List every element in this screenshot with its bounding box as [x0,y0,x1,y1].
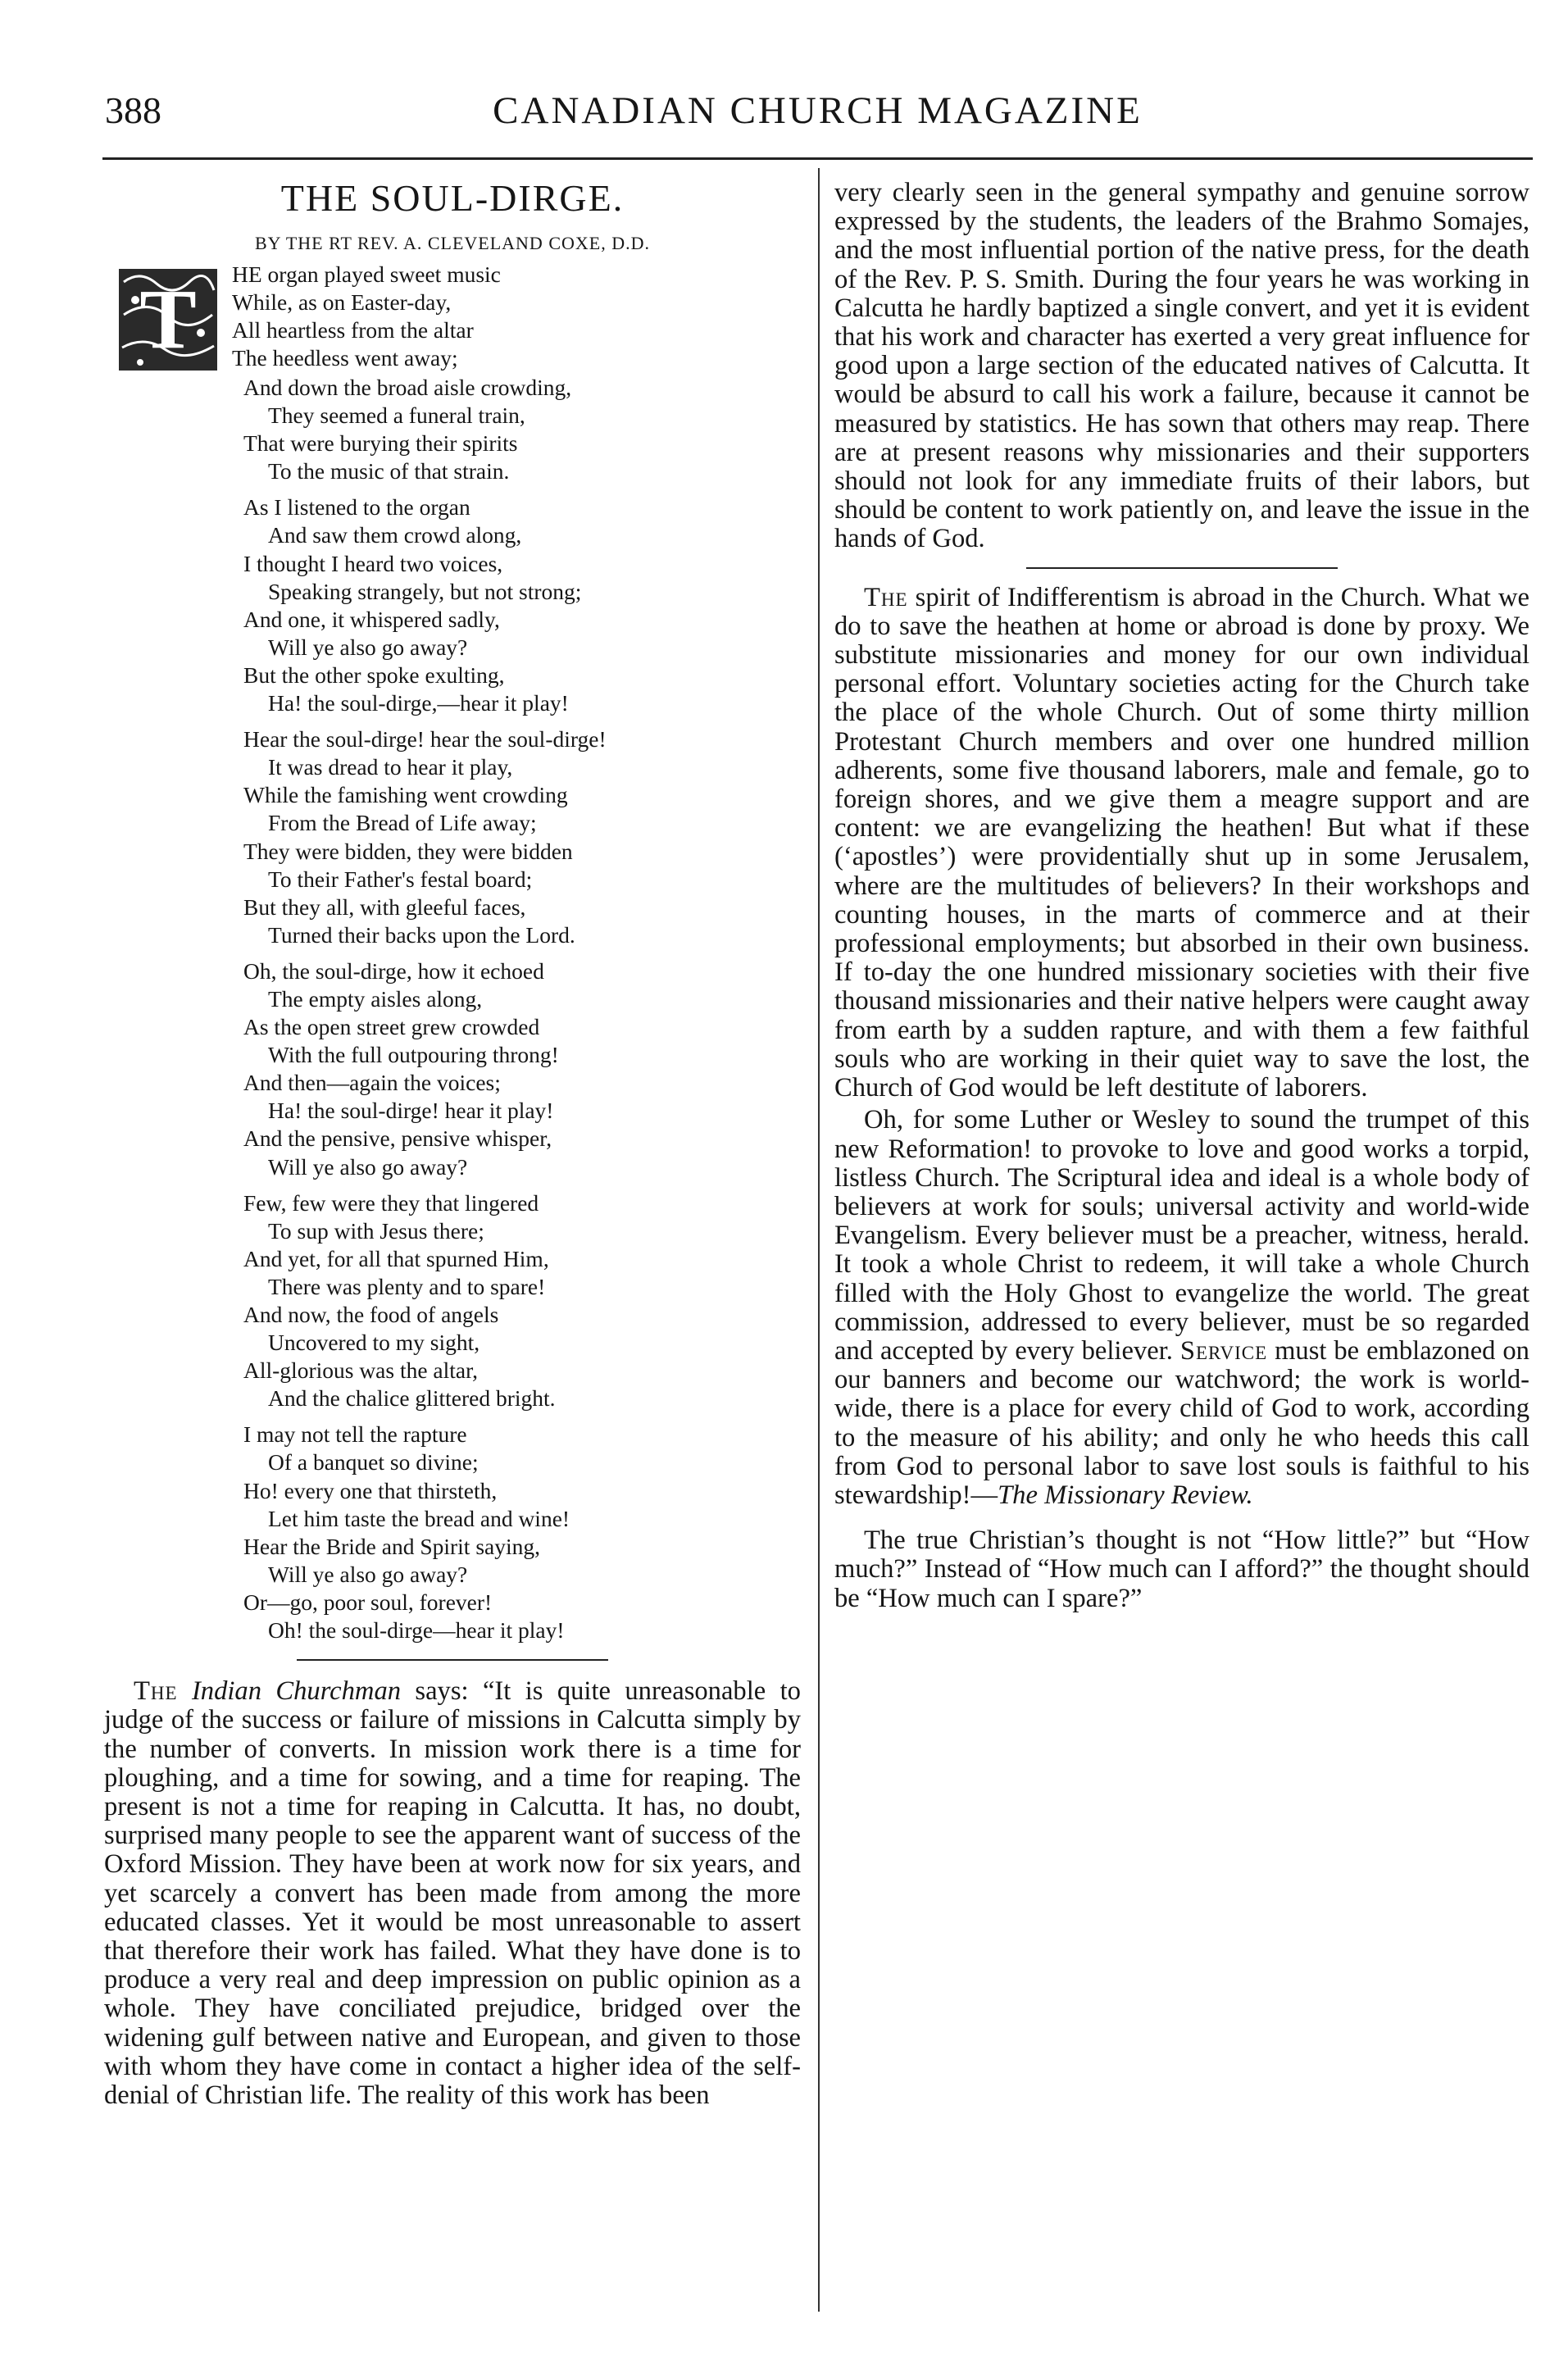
left-column [104,176,801,2110]
section-rule [1026,567,1338,569]
poem-line: Will ye also go away? [268,1561,468,1587]
lead-word: The [864,582,908,612]
poem-line: Or—go, poor soul, forever! [243,1589,493,1615]
poem-line: It was dread to hear it play, [268,754,513,780]
right-column [834,179,1529,1613]
source-title: The Missionary Review. [998,1480,1253,1510]
poem-line: There was plenty and to spare! [268,1273,546,1299]
poem-line: Hear the soul-dirge! hear the soul-dirge! [243,726,607,753]
poem-line: The heedless went away; [232,345,458,371]
poem-line: I may not tell the rapture [243,1421,467,1448]
header-rule [102,157,1533,160]
indifferentism-paragraph-1 [834,584,1529,1103]
poem-line: I thought I heard two voices, [243,550,503,576]
poem-line: From the Bread of Life away; [268,810,537,836]
poem-line: Oh, the soul-dirge, how it echoed [243,957,544,984]
drop-cap-ornament [116,266,220,374]
poem-line: All-glorious was the altar, [243,1357,479,1384]
closing-paragraph: The true Christian’s thought is not “How little?” but “How much?” Instead of “How much can I afford?” the thought should be “How much can I spare?” [834,1526,1529,1613]
poem-line: And now, the food of angels [243,1302,499,1327]
source-title: Indian Churchman [191,1676,402,1707]
poem-line: Few, few were they that lingered [243,1189,539,1216]
poem-line: But they all, with gleeful faces, [243,893,526,920]
poem-line: And one, it whispered sadly, [243,606,500,632]
poem-stanza [104,1189,801,1413]
poem-line: While the famishing went crowding [243,782,568,808]
poem-line: While, as on Easter-day, [232,289,452,316]
poem-line: But the other spoke exulting, [243,662,505,688]
poem-line: And down the broad aisle crowding, [243,375,572,400]
article-text: says: “It is quite unreasonable to judge of the success or failure of missions in Calcutta simply by the number of converts. In mission work there is a time for ploughing, and a time for sowing, and a time for reaping. The present is not a time for reaping in Calcutta. It has, no doubt, surprised many people to see the apparent want of success of the Oxford Mission. They have been at work now for six years, and yet scarcely a convert has been made from among the more educated classes. Yet it would be most unreasonable to assert that therefore their work has failed. What they have done is to produce a very real and deep impression on public opinion as a whole. They have conciliated prejudice, bridged over the widening gulf between native and European, and given to those with whom they have come in contact a higher idea of the self-denial of Christian life. The reality of this work has been [104,1676,801,2110]
indian-churchman-continuation [834,179,1529,554]
poem-line: Will ye also go away? [268,1153,468,1180]
poem-stanza [104,957,801,1181]
page-number: 388 [105,89,161,131]
paragraph-text: must be emblazoned on our banners and become our watchword; the work is world-wide, there is a place for every child of God to work, according to the measure of his ability; and only he who heeds this call from God to personal labor to save lost souls is faithful to his stewardship!— [834,1335,1529,1510]
page-header [98,89,1537,146]
poem-line: And yet, for all that spurned Him, [243,1245,549,1271]
closing-article [834,1526,1529,1613]
continuation-paragraph: very clearly seen in the general sympathy and genuine sorrow expressed by the students, the leaders of the Brahmo Somajes, and the most influential portion of the native press, for the death of the Rev. P. S. Smith. During the four years he was working in Calcutta he hardly baptized a single convert, and yet it is evident that his work and character has exerted a very great influence for good upon a large section of the educated natives of Calcutta. It would be absurd to call his work a failure, because it cannot be measured by statistics. He has sown that others may reap. There are at present reasons why missionaries and their supporters should not look for any immediate fruits of their labors, but should be content to work patiently on, and leave the issue in the hands of God. [834,178,1529,554]
poem-line: And the chalice glittered bright. [268,1385,556,1412]
poem [104,261,801,1644]
poem-line: The empty aisles along, [268,985,483,1012]
indian-churchman-article [104,1677,801,2110]
paragraph-text: spirit of Indifferentism is abroad in the Church. What we do to save the heathen at home or abroad is done by proxy. We substitute missionaries and money for our own individual personal effort. Voluntary societies acting for the Church take the place of the whole Church. Out of some thirty million Protestant Church members and over one hundred million adherents, some five thousand laborers, male and female, go to foreign shores, and we give them a meagre support and are content: we are evangelizing the heathen! But what if these (‘apostles’) were providentially shut up in some Jerusalem, where are the multitudes of believers? In their workshops and counting houses, in the marts of commerce and at their professional employments; but absorbed in their own business. If to-day the one hundred missionary societies with their five thousand missionaries and their native helpers were caught away from earth by a sudden rapture, and with them a few faithful souls who are working in their quiet way to save the lost, the Church of God would be left destitute of laborers. [834,582,1529,1103]
service-word: Service [1179,1335,1268,1366]
poem-line: As the open street grew crowded [243,1014,540,1040]
poem-stanza [104,1421,801,1644]
poem-stanza [104,725,801,949]
poem-line: With the full outpouring throng! [268,1042,559,1068]
poem-line: Speaking strangely, but not strong; [268,578,582,604]
drop-cap-letter: T [139,272,197,366]
poem-line: And the pensive, pensive whisper, [243,1125,552,1152]
running-title: CANADIAN CHURCH MAGAZINE [493,89,1143,132]
poem-line: To sup with Jesus there; [268,1217,484,1244]
poem-line: Turned their backs upon the Lord. [268,921,575,948]
lead-word: The [134,1676,178,1707]
poem-line: Will ye also go away? [268,634,468,660]
poem-line: And saw them crowd along, [268,522,522,548]
poem-line: All heartless from the altar [232,317,474,343]
poem-line: HE organ played sweet music [232,261,501,287]
poem-line: Ha! the soul-dirge! hear it play! [268,1098,554,1124]
poem-stanza [104,493,801,717]
poem-line: Oh! the soul-dirge—hear it play! [268,1617,565,1644]
indifferentism-article [834,584,1529,1511]
poem-line: Ho! every one that thirsteth, [243,1477,498,1503]
poem-body [104,261,801,1644]
poem-line: As I listened to the organ [243,494,470,521]
poem-line: Let him taste the bread and wine! [268,1505,570,1531]
poem-line: And then—again the voices; [243,1070,501,1096]
column-divider [818,168,820,2312]
poem-line: They were bidden, they were bidden [243,838,573,864]
poem-line: To their Father's festal board; [268,866,533,892]
paragraph-text: Oh, for some Luther or Wesley to sound the trumpet of this new Reformation! to provoke to love and good works a torpid, listless Church. The Scriptural idea and ideal is a whole body of believers at work for souls; universal activity and world-wide Evangelism. Every believer must be a preacher, witness, herald. It took a whole Christ to redeem, it will take a whole Church filled with the Holy Ghost to evangelize the world. The great commission, addressed to every believer, must be so regarded and accepted by every believer. [834,1105,1529,1366]
poem-line: Of a banquet so divine; [268,1449,479,1476]
poem-title: THE SOUL-DIRGE. [280,177,625,219]
poem-line: Hear the Bride and Spirit saying, [243,1533,540,1559]
section-rule [297,1659,608,1661]
poem-byline: BY THE RT REV. A. CLEVELAND COXE, D.D. [255,233,650,253]
poem-line: Ha! the soul-dirge,—hear it play! [268,690,569,716]
indifferentism-paragraph-2 [834,1106,1529,1510]
poem-line: Uncovered to my sight, [268,1330,480,1356]
poem-line: To the music of that strain. [268,458,510,484]
poem-line: They seemed a funeral train, [268,402,525,429]
poem-line: That were burying their spirits [243,430,518,457]
indian-churchman-paragraph [104,1677,801,2110]
